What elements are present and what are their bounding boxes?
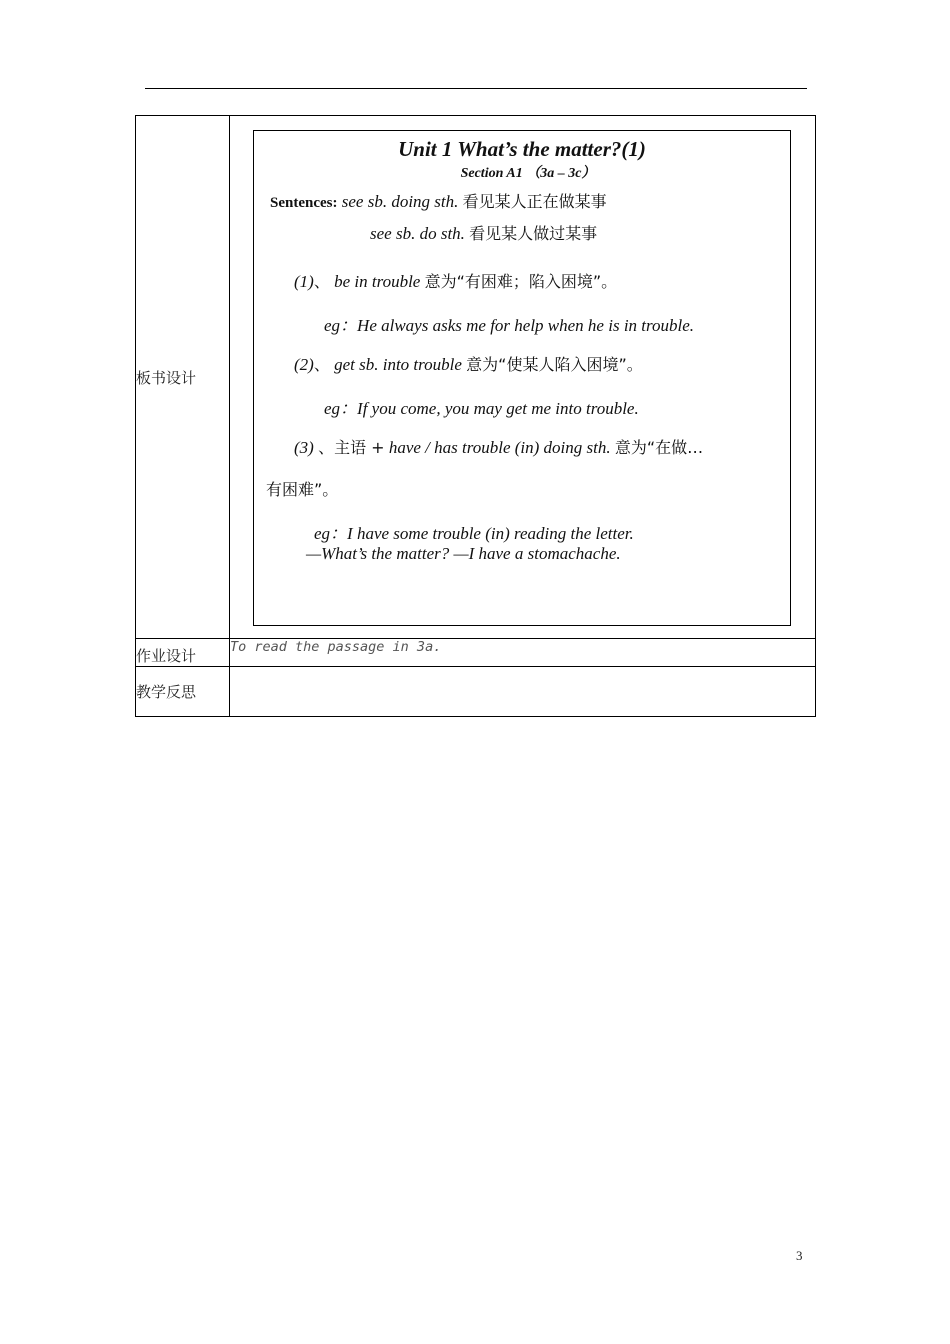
point-3-eg-label: eg： xyxy=(314,524,348,543)
point-2-meaning: 意为“使某人陷入困境”。 xyxy=(466,355,643,374)
homework-row xyxy=(136,639,816,667)
board-design-label: 板书设计 xyxy=(136,116,230,639)
page-number: 3 xyxy=(796,1248,803,1263)
point-2-phrase: get sb. into trouble xyxy=(334,355,462,374)
board-design-cell xyxy=(230,116,816,639)
reflection-row xyxy=(136,667,816,717)
point-3-eg-text: I have some trouble (in) reading the letter. xyxy=(347,524,634,543)
point-2-eg-text: If you come, you may get me into trouble. xyxy=(357,399,639,418)
point-3-separator: 、主语 + xyxy=(318,438,385,457)
point-3-meaning: 意为“在做… xyxy=(614,438,704,457)
sentence-line-2 xyxy=(370,221,597,244)
point-1 xyxy=(294,269,617,292)
dialog-example: —What’s the matter? —I have a stomachache. xyxy=(306,544,621,563)
point-2-number: (2) xyxy=(294,355,314,374)
point-1-separator: 、 xyxy=(313,272,330,291)
point-1-example xyxy=(324,311,694,336)
reflection-text xyxy=(230,667,816,717)
point-2-example xyxy=(324,394,639,419)
reflection-label: 教学反思 xyxy=(136,667,230,717)
board-title: Unit 1 What’s the matter?(1) xyxy=(398,137,646,161)
point-3 xyxy=(294,435,703,458)
point-2-eg-label: eg： xyxy=(324,399,358,418)
header-rule xyxy=(145,88,807,89)
point-3-phrase: have / has trouble (in) doing sth. xyxy=(388,438,611,457)
point-1-meaning: 意为“有困难；陷入困境”。 xyxy=(424,272,618,291)
board-design-row xyxy=(136,116,816,639)
point-3-meaning-continued: 有困难”。 xyxy=(266,480,339,499)
homework-label: 作业设计 xyxy=(136,639,230,667)
board-subtitle: Section A1 （3a – 3c） xyxy=(460,166,596,181)
point-2 xyxy=(294,352,643,375)
sentence1-cn: 看见某人正在做某事 xyxy=(462,192,607,211)
point-1-eg-label: eg： xyxy=(324,316,358,335)
point-1-number: (1) xyxy=(294,272,314,291)
lesson-plan-table xyxy=(135,115,816,717)
point-3-number: (3) xyxy=(294,438,314,457)
point-1-phrase: be in trouble xyxy=(334,272,421,291)
sentence-line-1 xyxy=(270,189,607,212)
sentences-label: Sentences: xyxy=(270,195,338,211)
homework-text: To read the passage in 3a. xyxy=(230,639,816,667)
sentence2-cn: 看见某人做过某事 xyxy=(469,224,598,243)
board-box xyxy=(253,130,791,626)
sentence2-en: see sb. do sth. xyxy=(370,224,465,243)
point-3-example xyxy=(314,519,634,544)
point-1-eg-text: He always asks me for help when he is in trouble. xyxy=(357,316,695,335)
point-2-separator: 、 xyxy=(313,355,330,374)
sentence1-en: see sb. doing sth. xyxy=(341,192,459,211)
